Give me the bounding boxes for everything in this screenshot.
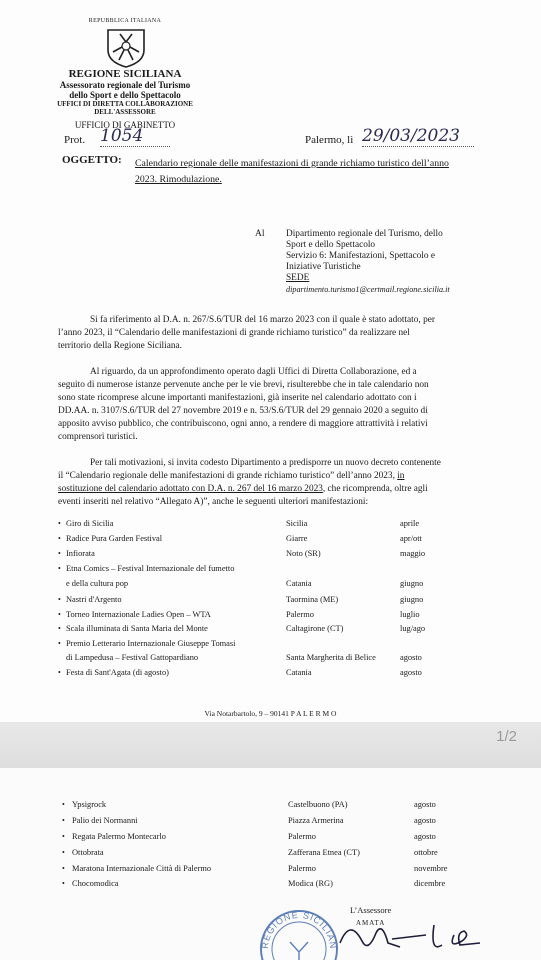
event-place: Catania — [286, 668, 312, 677]
paragraph-3 — [58, 457, 498, 509]
republic-label: REPUBBLICA ITALIANA — [88, 18, 162, 24]
event-name: Premio Letterario Internazionale Giuseppe Tomasi — [66, 639, 236, 648]
recipient-block — [286, 229, 486, 295]
event-name: Chocomodica — [72, 879, 119, 888]
signatory-title: L’Assessore — [350, 905, 392, 915]
protocol-label: Prot. — [64, 134, 86, 146]
paragraph-line: eventi inseriti nel relativo “Allegato A)”, anche le seguenti ulteriori manifestazioni: — [58, 497, 369, 507]
event-place: Palermo — [288, 864, 316, 873]
page-indicator: 1/2 — [496, 728, 517, 745]
letter-date: 29/03/2023 — [362, 126, 474, 147]
handwritten-signature — [330, 913, 490, 958]
event-place: Caltagirone (CT) — [286, 624, 344, 633]
recipient-sede: SEDE — [286, 273, 310, 283]
event-name: Maratona Internazionale Città di Palermo — [72, 864, 212, 873]
bullet-icon: • — [58, 549, 61, 558]
bullet-icon: • — [58, 610, 61, 619]
event-name: Palio dei Normanni — [72, 816, 138, 825]
paragraph-text: , che ricomprenda, oltre agli — [322, 484, 428, 494]
bullet-icon: • — [62, 816, 65, 825]
paragraph-1 — [58, 314, 498, 353]
bullet-icon: • — [62, 832, 65, 841]
event-name: Giro di Sicilia — [66, 519, 114, 528]
event-name: Torneo Internazionale Ladies Open – WTA — [66, 610, 211, 619]
event-place: Noto (SR) — [286, 549, 321, 558]
event-month: agosto — [414, 832, 436, 841]
event-name: Ypsigrock — [72, 800, 107, 809]
recipient-prefix: Al — [255, 229, 265, 239]
paragraph-line: Al riguardo, da un approfondimento operato dagli Uffici di Diretta Collaborazione, ed a — [90, 367, 417, 377]
event-name: Regata Palermo Montecarlo — [72, 832, 166, 841]
bullet-icon: • — [58, 668, 61, 677]
event-month: giugno — [400, 595, 424, 604]
event-place: Castelbuono (PA) — [288, 800, 348, 809]
paragraph-line: comprensori turistici. — [58, 432, 138, 442]
recipient-email: dipartimento.turismo1@certmail.regione.sicilia.it — [286, 285, 450, 294]
bullet-icon: • — [58, 519, 61, 528]
paragraph-line: l’anno 2023, il “Calendario delle manifestazioni di grande richiamo turistico” da realizzare nel — [58, 328, 410, 338]
recipient-line: Servizio 6: Manifestazioni, Spettacolo e — [286, 251, 435, 261]
event-month: giugno — [400, 579, 424, 588]
bullet-icon: • — [62, 800, 65, 809]
paragraph-line: Si fa riferimento al D.A. n. 267/S.6/TUR del 16 marzo 2023 con il quale è stato adottato, per — [90, 315, 435, 325]
event-place: Palermo — [286, 610, 314, 619]
paragraph-line: apposito avviso pubblico, che contribuiscono, ogni anno, a rendere di maggiore attrattività i relativi — [58, 419, 428, 429]
official-stamp — [258, 908, 340, 960]
letterhead-text — [30, 68, 220, 130]
signatory-name: AMATA — [356, 919, 386, 927]
recipient-line: Dipartimento regionale del Turismo, dello — [286, 229, 443, 239]
event-month: luglio — [400, 610, 420, 619]
bullet-icon: • — [58, 595, 61, 604]
paragraph-line — [58, 483, 498, 496]
svg-text:REGIONE SICILIANA — [258, 908, 338, 950]
recipient-line: Iniziative Turistiche — [286, 262, 361, 272]
event-month: novembre — [414, 864, 448, 873]
event-name: Etna Comics – Festival Internazionale del fumetto — [66, 564, 235, 573]
bullet-icon: • — [58, 639, 61, 648]
bullet-icon: • — [58, 624, 61, 633]
document-page-2 — [0, 768, 541, 960]
event-name: Scala illuminata di Santa Maria del Monte — [66, 624, 208, 633]
letterhead — [40, 18, 210, 24]
office-name: UFFICI DI DIRETTA COLLABORAZIONE DELL'ASSESSORE — [57, 100, 193, 116]
coat-of-arms-emblem — [104, 28, 148, 68]
footer-address: Via Notarbartolo, 9 – 90141 P A L E R M O — [204, 709, 337, 718]
paragraph-line — [58, 470, 498, 483]
event-place: Sicilia — [286, 519, 308, 528]
subject-text — [135, 156, 495, 188]
event-month: maggio — [400, 549, 426, 558]
event-name-continued: e della cultura pop — [66, 579, 129, 588]
event-month: aprile — [400, 519, 420, 528]
event-name: Festa di Sant'Agata (di agosto) — [66, 668, 169, 677]
place-label: Palermo, lì — [305, 134, 354, 146]
event-month: agosto — [414, 816, 436, 825]
event-name: Radice Pura Garden Festival — [66, 534, 163, 543]
event-name-continued: di Lampedusa – Festival Gattopardiano — [66, 653, 199, 662]
event-place: Piazza Armerina — [288, 816, 344, 825]
event-month: apr/ott — [400, 534, 422, 543]
assessorato-line-1: Assessorato regionale del Turismo — [59, 80, 191, 90]
event-place: Taormina (ME) — [286, 595, 339, 604]
recipient-line: Sport e dello Spettacolo — [286, 240, 376, 250]
paragraph-2 — [58, 366, 498, 444]
stamp-text: REGIONE SICILIAN — [259, 909, 339, 950]
paragraph-line: Per tali motivazioni, si invita codesto Dipartimento a predisporre un nuovo decreto contenente — [90, 458, 441, 468]
event-place: Palermo — [288, 832, 316, 841]
event-place: Catania — [286, 579, 312, 588]
event-month: ottobre — [414, 848, 438, 857]
assessorato-line-2: dello Sport e dello Spettacolo — [69, 90, 181, 100]
paragraph-line: territorio della Regione Siciliana. — [58, 341, 182, 351]
event-month: agosto — [414, 800, 436, 809]
bullet-icon: • — [62, 879, 65, 888]
event-name: Nastri d'Argento — [66, 595, 122, 604]
event-name: Infiorata — [66, 549, 95, 558]
protocol-number: 1054 — [100, 126, 170, 147]
bullet-icon: • — [62, 864, 65, 873]
event-place: Zafferana Etnea (CT) — [288, 848, 360, 857]
paragraph-line: DD.AA. n. 3107/S.6/TUR del 27 novembre 2019 e n. 53/S.6/TUR del 29 gennaio 2020 a seguito di — [58, 406, 428, 416]
event-month: lug/ago — [400, 624, 426, 633]
underlined-text: sostituzione del calendario adottato con D.A. n. 267 del 16 marzo 2023 — [58, 484, 323, 494]
page-separator — [0, 722, 541, 768]
cabinet-name: UFFICIO DI GABINETTO — [74, 120, 176, 130]
paragraph-line: sono state ricomprese alcune importanti manifestazioni, già inserite nel calendario adottato con i — [58, 393, 417, 403]
event-place: Giarre — [286, 534, 308, 543]
bullet-icon: • — [58, 534, 61, 543]
region-name: REGIONE SICILIANA — [68, 68, 182, 80]
subject-label: OGGETTO: — [62, 154, 122, 166]
event-place: Modica (RG) — [288, 879, 333, 888]
bullet-icon: • — [58, 564, 61, 573]
subject-line-2: 2023. Rimodulazione. — [135, 174, 222, 185]
event-month: dicembre — [414, 879, 446, 888]
paragraph-line: seguito di numerose istanze pervenute anche per le vie brevi, risulterebbe che in tale calendario non — [58, 380, 429, 390]
event-name: Ottobrata — [72, 848, 104, 857]
subject-line-1: Calendario regionale delle manifestazioni di grande richiamo turistico dell’anno — [135, 158, 449, 169]
event-month: agosto — [400, 668, 422, 677]
event-place: Santa Margherita di Belice — [286, 653, 376, 662]
paragraph-text: il “Calendario regionale delle manifestazioni di grande richiamo turistico” dell’anno 2023, — [58, 471, 398, 481]
event-month: agosto — [400, 653, 422, 662]
underlined-text: in — [397, 471, 405, 481]
bullet-icon: • — [62, 848, 65, 857]
